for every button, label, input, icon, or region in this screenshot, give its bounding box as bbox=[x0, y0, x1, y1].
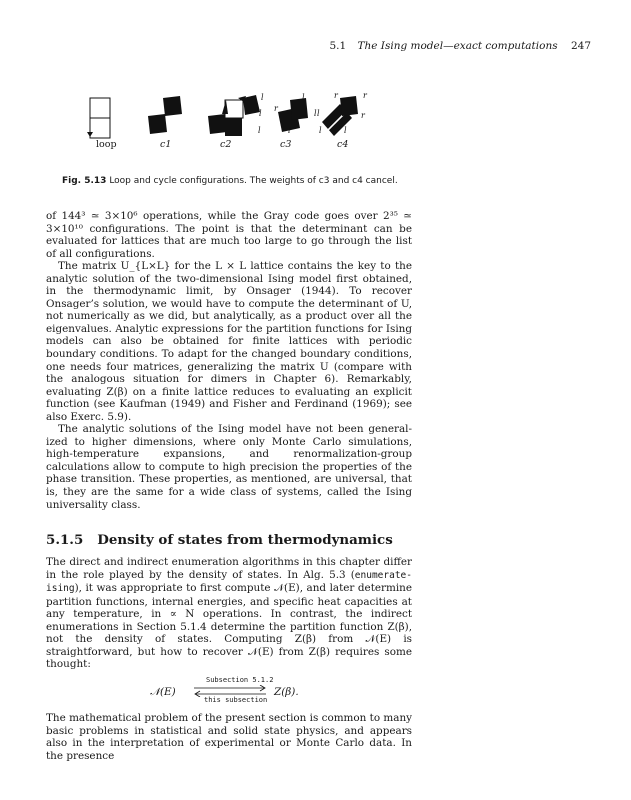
figure-label-c3: c3 bbox=[280, 139, 292, 150]
svg-text:l: l bbox=[261, 93, 264, 102]
c4-diagram bbox=[317, 91, 368, 136]
figure-label-c2: c2 bbox=[220, 139, 232, 150]
loop-diagram bbox=[87, 98, 110, 138]
svg-text:l: l bbox=[314, 109, 317, 118]
svg-text:r: r bbox=[361, 111, 365, 120]
equation-left: 𝒩(E) bbox=[150, 686, 176, 698]
running-head-title: The Ising model—exact computations bbox=[357, 40, 558, 52]
svg-text:l: l bbox=[302, 93, 305, 102]
section-heading bbox=[46, 532, 393, 548]
c3-diagram bbox=[258, 93, 317, 135]
equation-right: Z(β). bbox=[274, 686, 299, 698]
c2-diagram bbox=[208, 95, 260, 136]
svg-text:l: l bbox=[258, 126, 261, 135]
body-text-upper bbox=[46, 210, 412, 511]
page-number: 247 bbox=[570, 40, 591, 52]
equation-arrows bbox=[150, 676, 410, 704]
svg-text:l: l bbox=[319, 126, 322, 135]
svg-text:l: l bbox=[344, 126, 347, 135]
svg-text:r: r bbox=[274, 104, 278, 113]
svg-text:l: l bbox=[317, 109, 320, 118]
paragraph-1: of 144³ ≃ 3×10⁶ operations, while the Gray code goes over 2³⁵ ≃ 3×10¹⁰ configurations. The point is that the determinant can be evaluated for lattices that are much too large to go through the list of all configurations. bbox=[46, 210, 412, 260]
svg-text:l: l bbox=[259, 109, 262, 118]
paragraph-2: The matrix U_{L×L} for the L × L lattice contains the key to the analytic solution of the two-dimensional Ising model first obtained, in the thermodynamic limit, by Onsager (1944). To recover Onsager’s solution, we would have to compute the determinant of U, not numerically as we did, but analytically, as a product over all the eigenvalues. Analytic expressions for the partition functions for Ising models can also be obtained for finite lattices with periodic boundary conditions. To adapt for the changed boundary conditions, one needs four matrices, generalizing the matrix U (compare with the analogous situation for dimers in Chapter 6). Remarkably, evaluating Z(β) on a finite lattice reduces to evaluating an explicit function (see Kaufman (1949) and Fisher and Ferdinand (1969); see also Exerc. 5.9). bbox=[46, 260, 412, 423]
figure-caption bbox=[62, 176, 398, 186]
paragraph-3: The analytic solutions of the Ising model have not been generalized to higher dimensions, where only Monte Carlo simulations, high-temperature expansions, and renormalization-group calculations allow to compute to high precision the properties of the phase transition. These properties, as mentioned, are universal, that is, they are the same for a wide class of systems, called the Ising universality class. bbox=[46, 423, 412, 511]
svg-text:r: r bbox=[363, 91, 367, 100]
arrow-label-bottom: this subsection bbox=[204, 696, 268, 704]
paragraph-4-start: The direct and indirect enumeration algorithms in this chapter differ in the role played by the density of states. In Alg. 5.3 ( bbox=[46, 556, 412, 581]
running-head-section: 5.1 bbox=[329, 40, 347, 52]
svg-text:l: l bbox=[288, 126, 291, 135]
caption-label: Fig. 5.13 bbox=[62, 176, 107, 186]
body-text-section bbox=[46, 556, 412, 671]
section-number: 5.1.5 bbox=[46, 532, 84, 548]
figure-label-c1: c1 bbox=[160, 139, 172, 150]
arrow-label-top: Subsection 5.1.2 bbox=[206, 676, 274, 684]
running-head bbox=[329, 40, 591, 52]
algorithm-name: enumerate-ising bbox=[46, 569, 412, 595]
figure-label-c4: c4 bbox=[337, 139, 349, 150]
paragraph-4-end: ), it was appropriate to first compute 𝒩(E), and later determine partition functions, internal energies, and specific heat capacities at any temperature, in ∝ N operations. In contrast, the indirect enumerations in Section 5.1.4 determine the partition function Z(β), not the density of states. Computing Z(β) from 𝒩(E) is straightforward, but how to recover 𝒩(E) from Z(β) requires some thought: bbox=[46, 582, 412, 671]
c1-diagram bbox=[148, 96, 182, 134]
svg-text:r: r bbox=[334, 91, 338, 100]
body-text-lower bbox=[46, 712, 412, 762]
caption-text: Loop and cycle configurations. The weights of c3 and c4 cancel. bbox=[109, 176, 398, 186]
paragraph-4 bbox=[46, 556, 412, 671]
figure-label-loop: loop bbox=[96, 139, 117, 150]
paragraph-5: The mathematical problem of the present section is common to many basic problems in statistical and solid state physics, and appears also in the interpretation of experimental or Monte Carlo data. In the presence bbox=[46, 712, 413, 762]
section-title: Density of states from thermodynamics bbox=[97, 532, 393, 548]
